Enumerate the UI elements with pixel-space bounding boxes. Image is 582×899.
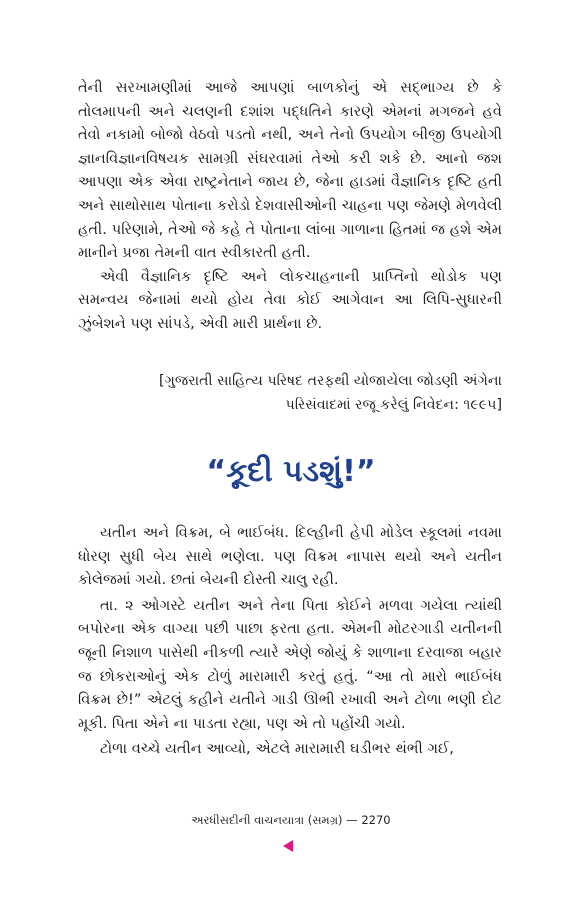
citation-line: [ગુજરાતી સાહિત્ય પરિષદ તરફથી યોજાયેલા જોડણી અંગેના	[159, 373, 502, 389]
essay-paragraph: તેની સરખામણીમાં આજે આપણાં બાળકોનું એ સદ્ભાગ્ય છે કે તોલમાપની અને ચલણની દશાંશ પદ્ધતિને કારણે એમનાં મગજને હવે તેવો નકામો બોજો વેઠવો પડતો નથી, અને તેનો ઉપયોગ બીજી ઉપયોગી જ્ઞાનવિજ્ઞાનવિષયક સામગ્રી સંઘરવામાં તેઓ કરી શકે છે. આનો જશ આપણા એક એવા રાષ્ટ્રનેતાને જાય છે, જેના હાડમાં વૈજ્ઞાનિક દૃષ્ટિ હતી અને સાથોસાથ પોતાના કરોડો દેશવાસીઓની ચાહના પણ જેમણે મેળવેલી હતી. પરિણામે, તેઓ જે કહે તે પોતાના લાંબા ગાળાના હિતમાં જ હશે એમ માનીને પ્રજા તેમની વાત સ્વીકારતી હતી.	[78, 79, 502, 262]
essay-ending	[78, 76, 502, 336]
source-citation	[140, 370, 502, 417]
left-triangle-icon[interactable]	[283, 840, 293, 852]
story-paragraph: તા. ૨ ઓગસ્ટે યતીન અને તેના પિતા કોઈને મળવા ગયેલા ત્યાંથી બપોરના એક વાગ્યા પછી પાછા ફરતા હતા. એમની મોટરગાડી યતીનની જૂની નિશાળ પાસેથી નીકળી ત્યારે એણે જોયું કે શાળાના દરવાજા બહાર જ છોકરાઓનું એક ટોળું મારામારી કરતું હતું. “આ તો મારો ભાઈબંધ વિક્રમ છે!” એટલું કહીને યતીને ગાડી ઊભી રખાવી અને ટોળા ભણી દોટ મૂકી. પિતા એને ના પાડતા રહ્યા, પણ એ તો પહોંચી ગયો.	[78, 596, 502, 732]
citation-line: પરિસંવાદમાં રજૂ કરેલું નિવેદન: ૧૯૯૫]	[285, 396, 502, 413]
story-title: “કૂદી પડશું!”	[206, 454, 376, 489]
story-body	[78, 521, 502, 763]
story-paragraph: યતીન અને વિક્રમ, બે ભાઈબંધ. દિલ્હીની હેપી મોડેલ સ્કૂલમાં નવમા ધોરણ સુધી બેય સાથે ભણેલા. પણ વિક્રમ નાપાસ થયો અને યતીન કોલેજમાં ગયો. છતાં બેયની દોસ્તી ચાલુ રહી.	[78, 524, 502, 589]
page-footer: અરધીસદીની વાચનયાત્રા (સમગ્ર) — 2270	[191, 813, 391, 827]
essay-paragraph: એવી વૈજ્ઞાનિક દૃષ્ટિ અને લોકચાહનાની પ્રાપ્તિનો થોડોક પણ સમન્વય જેનામાં થયો હોય તેવા કોઈ આગેવાન આ લિપિ-સુધારની ઝુંબેશને પણ સાંપડે, એવી મારી પ્રાર્થના છે.	[78, 267, 502, 332]
story-paragraph: ટોળા વચ્ચે યતીન આવ્યો, એટલે મારામારી ઘડીભર થંભી ગઈ,	[100, 740, 454, 758]
